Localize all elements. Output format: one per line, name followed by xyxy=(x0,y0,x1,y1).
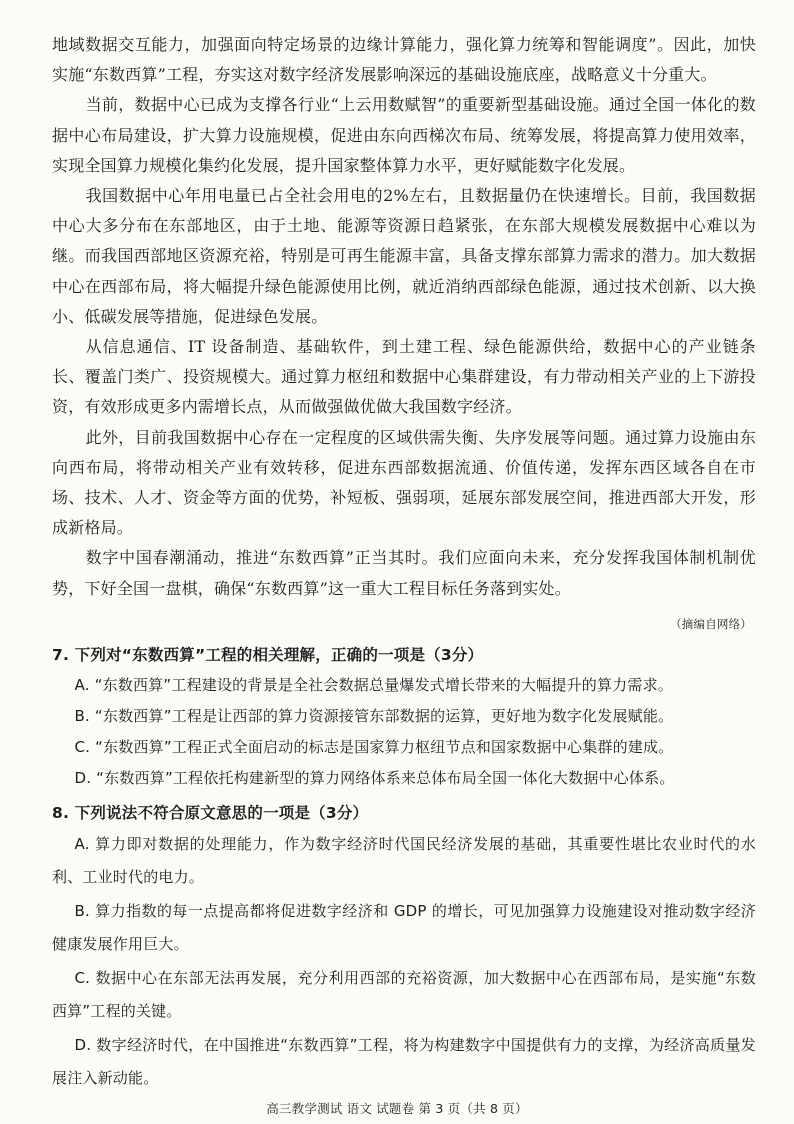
question-8 xyxy=(52,798,756,1096)
passage-paragraph: 我国数据中心年用电量已占全社会用电的2%左右，且数据量仍在快速增长。目前，我国数据中心大多分布在东部地区，由于土地、能源等资源日趋紧张，在东部大规模发展数据中心难以为继。而我国西部地区资源充裕，特别是可再生能源丰富，具备支撑东部算力需求的潜力。加大数据中心在西部布局，将大幅提升绿色能源使用比例，就近消纳西部绿色能源，通过技术创新、以大换小、低碳发展等措施，促进绿色发展。 xyxy=(52,186,756,326)
question-7-option-d: D. “东数西算”工程依托构建新型的算力网络体系来总体布局全国一体化大数据中心体系。 xyxy=(74,768,675,787)
question-7-option-b: B. “东数西算”工程是让西部的算力资源接管东部数据的运算，更好地为数字化发展赋能。 xyxy=(74,706,674,725)
question-8-option-a: A. 算力即对数据的处理能力，作为数字经济时代国民经济发展的基础，其重要性堪比农业时代的水利、工业时代的电力。 xyxy=(52,834,756,887)
passage-paragraph: 此外，目前我国数据中心存在一定程度的区域供需失衡、失序发展等问题。通过算力设施由东向西布局，将带动相关产业有效转移，促进东西部数据流通、价值传递，发挥东西区域各自在市场、技术、人才、资金等方面的优势，补短板、强弱项，延展东部发展空间，推进西部大开发，形成新格局。 xyxy=(52,427,756,538)
question-7-option-c: C. “东数西算”工程正式全面启动的标志是国家算力枢纽节点和国家数据中心集群的建成。 xyxy=(74,737,674,756)
question-7-title: 7. 下列对“东数西算”工程的相关理解，正确的一项是（3分） xyxy=(52,645,484,664)
question-8-option-c: C. 数据中心在东部无法再发展，充分利用西部的充裕资源，加大数据中心在西部布局，是实施“东数西算”工程的关键。 xyxy=(52,968,756,1021)
passage-paragraph-continued: 地域数据交互能力，加强面向特定场景的边缘计算能力，强化算力统筹和智能调度”。因此，加快实施“东数西算”工程，夯实这对数字经济发展影响深远的基础设施底座，战略意义十分重大。 xyxy=(52,35,756,85)
question-7 xyxy=(52,640,756,794)
page-footer: 高三教学测试 语文 试题卷 第 3 页（共 8 页） xyxy=(266,1101,528,1116)
question-7-option-a: A. “东数西算”工程建设的背景是全社会数据总量爆发式增长带来的大幅提升的算力需求。 xyxy=(74,675,673,694)
passage-paragraph: 当前，数据中心已成为支撑各行业“上云用数赋智”的重要新型基础设施。通过全国一体化的数据中心布局建设，扩大算力设施规模，促进由东向西梯次布局、统筹发展，将提高算力使用效率，实现全国算力规模化集约化发展，提升国家整体算力水平，更好赋能数字化发展。 xyxy=(52,95,756,175)
question-8-title: 8. 下列说法不符合原文意思的一项是（3分） xyxy=(52,803,369,822)
question-8-option-b: B. 算力指数的每一点提高都将促进数字经济和 GDP 的增长，可见加强算力设施建设对推动数字经济健康发展作用巨大。 xyxy=(52,901,756,954)
passage-paragraph: 数字中国春潮涌动，推进“东数西算”正当其时。我们应面向未来，充分发挥我国体制机制优势，下好全国一盘棋，确保“东数西算”这一重大工程目标任务落到实处。 xyxy=(52,548,756,598)
question-8-option-d: D. 数字经济时代，在中国推进“东数西算”工程，将为构建数字中国提供有力的支撑，为经济高质量发展注入新动能。 xyxy=(52,1035,756,1088)
passage-paragraph: 从信息通信、IT 设备制造、基础软件，到土建工程、绿色能源供给，数据中心的产业链条长、覆盖门类广、投资规模大。通过算力枢纽和数据中心集群建设，有力带动相关产业的上下游投资，有效形成更多内需增长点，从而做强做优做大我国数字经济。 xyxy=(52,337,756,417)
source-note: （摘编自网络） xyxy=(670,616,752,631)
